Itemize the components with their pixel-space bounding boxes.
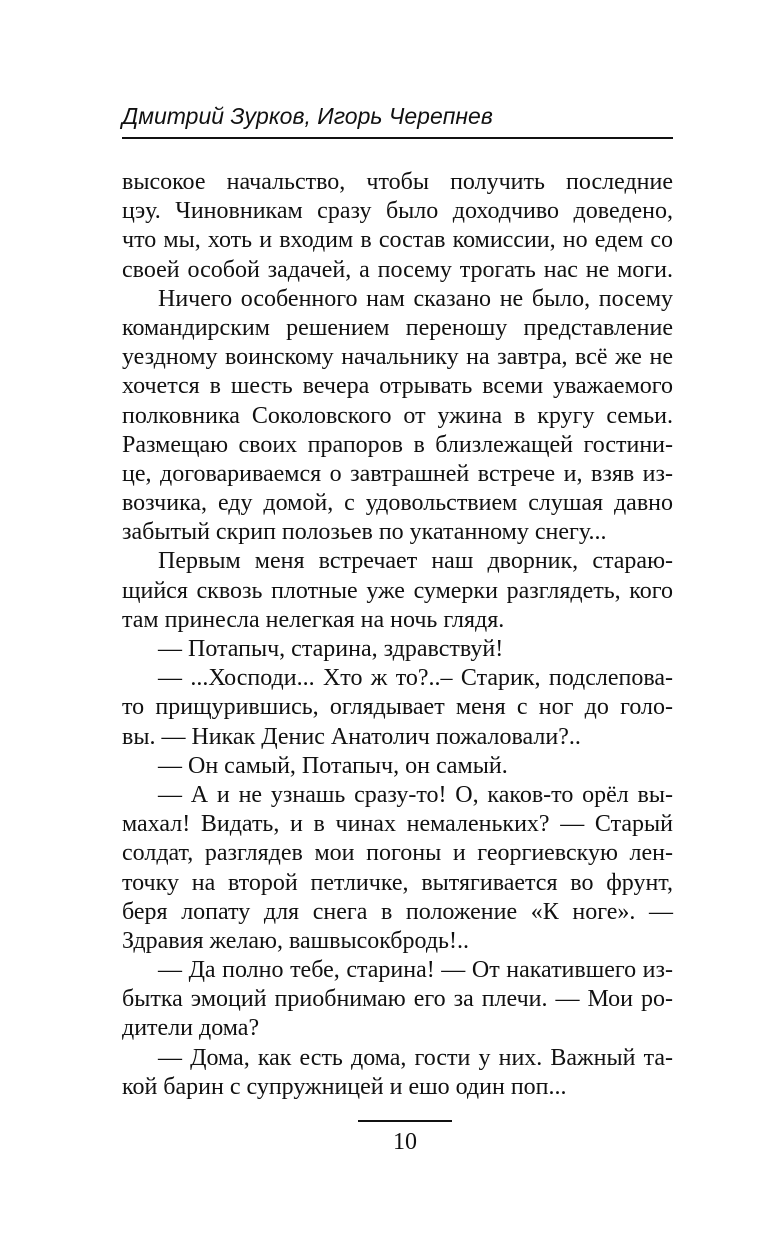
text-line: возчика, еду домой, с удовольствием слушая давно [122,490,673,517]
text-line: высокое начальство, чтобы получить последние [122,169,673,195]
text-line: командирским решением переношу представление [122,314,673,341]
text-line: дители дома? [122,1015,260,1042]
text-line: Ничего особенного нам сказано не было, посему [158,285,673,312]
text-line: — ...Хосподи... Хто ж то?..– Старик, подслепова- [158,665,673,692]
text-line: бытка эмоций приобнимаю его за плечи. — Мои ро- [122,986,673,1013]
text-line: уездному воинскому начальнику на завтра, всё же не [122,344,673,371]
text-line: кой барин с супружницей и ешо один поп... [122,1073,567,1100]
text-line: Первым меня встречает наш дворник, стараю- [158,548,673,575]
text-line: цэу. Чиновникам сразу было доходчиво доведено, [122,198,673,225]
text-line: — А и не узнашь сразу-то! О, каков-то орёл вы- [158,781,673,808]
body-text [122,168,673,1102]
text-line: Размещаю своих прапоров в близлежащей гостини- [122,431,673,458]
text-line: — Дома, как есть дома, гости у них. Важный та- [158,1044,673,1071]
text-line: что мы, хоть и входим в состав комиссии, но едем со [122,227,673,254]
text-line: то прищурившись, оглядывает меня с ног до голо- [122,694,673,721]
footer-rule [358,1120,452,1122]
running-head: Дмитрий Зурков, Игорь Черепнев [122,103,493,129]
text-line: беря лопату для снега в положение «К ноге». — [122,898,673,925]
text-line: там принесла нелегкая на ночь глядя. [122,606,505,633]
text-line: солдат, разглядев мои погоны и георгиевскую лен- [122,840,673,867]
text-line: хочется в шесть вечера отрывать всеми уважаемого [122,373,673,400]
text-line: своей особой задачей, а посему трогать нас не моги. [122,256,673,283]
text-line: вы. — Никак Денис Анатолич пожаловали?.. [122,723,581,750]
text-line: Здравия желаю, вашвысокбродь!.. [122,927,469,954]
text-line: — Он самый, Потапыч, он самый. [158,752,508,779]
header-rule [122,137,673,139]
text-line: точку на второй петличке, вытягивается во фрунт, [122,869,673,896]
page-number: 10 [393,1129,417,1155]
text-line: махал! Видать, и в чинах немаленьких? — Старый [122,811,673,838]
text-line: — Потапыч, старина, здравствуй! [158,636,504,662]
text-line: щийся сквозь плотные уже сумерки разглядеть, кого [122,577,673,604]
text-line: — Да полно тебе, старина! — От накатившего из- [158,957,673,984]
text-line: полковника Соколовского от ужина в кругу семьи. [122,402,673,429]
text-line: це, договариваемся о завтрашней встрече и, взяв из- [122,460,673,487]
text-line: забытый скрип полозьев по укатанному снегу... [122,519,607,546]
